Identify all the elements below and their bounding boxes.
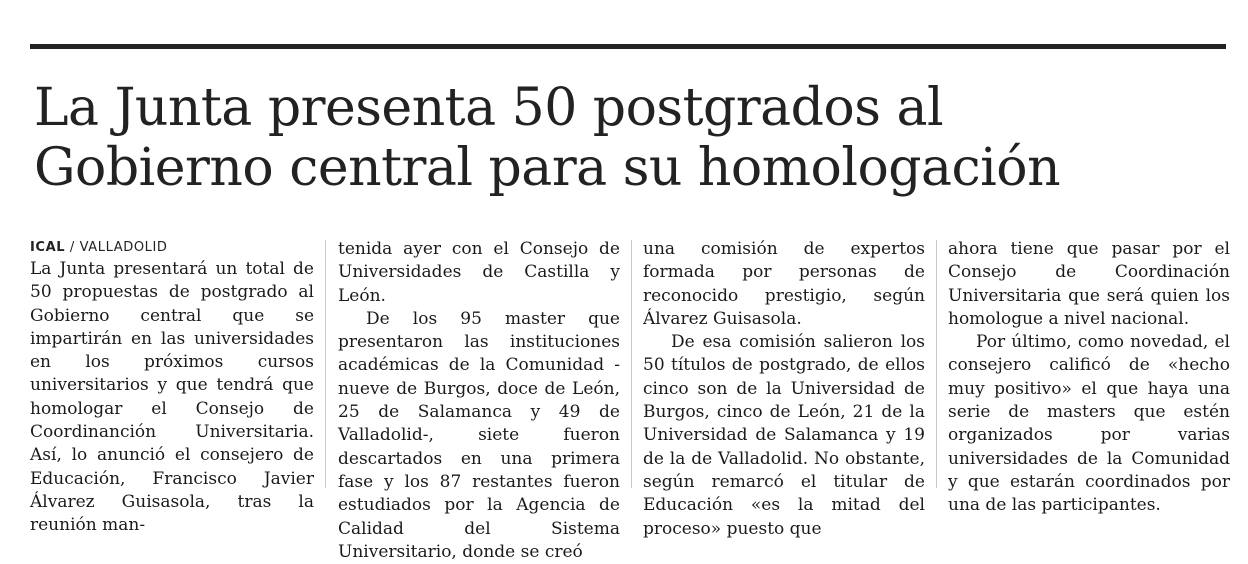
column-divider (325, 240, 326, 488)
byline-agency: ICAL (30, 240, 66, 255)
column-4-paragraph-2: Por último, como novedad, el consejero calificó de «hecho muy positivo» el que haya una serie de masters que estén organizados por varias universidades de la Comunidad y que estarán coordinados por una de las participantes. (948, 332, 1230, 516)
byline (30, 238, 314, 258)
column-4-paragraph-1: ahora tiene que pasar por el Consejo de Coordinación Universitaria que será quien los homologue a nivel nacional. (948, 239, 1230, 329)
headline-line-1: La Junta presenta 50 postgrados al (34, 78, 944, 138)
column-3-paragraph-1: una comisión de expertos formada por personas de reconocido prestigio, según Álvarez Guisasola. (643, 239, 925, 329)
top-rule (30, 44, 1226, 49)
column-1-paragraph-1: La Junta presentará un total de 50 propuestas de postgrado al Gobierno central que se impartirán en las universidades en los próximos cursos universitarios y que tendrá que homologar el Consejo de Coordinanción Universitaria. Así, lo anunció el consejero de Educación, Francisco Javier Álvarez Guisasola, tras la reunión man- (30, 259, 314, 536)
column-divider (631, 240, 632, 488)
article-column-3 (643, 238, 925, 541)
article-column-4 (948, 238, 1230, 518)
byline-separator: / (65, 240, 80, 255)
column-divider (936, 240, 937, 488)
headline-line-2: Gobierno central para su homologación (34, 138, 1061, 198)
byline-location: VALLADOLID (79, 240, 168, 255)
article-headline (34, 78, 1224, 198)
article-column-1 (30, 238, 314, 538)
column-2-paragraph-1: tenida ayer con el Consejo de Universidades de Castilla y León. (338, 239, 620, 306)
column-2-paragraph-2: De los 95 master que presentaron las instituciones académicas de la Comunidad -nueve de Burgos, doce de León, 25 de Salamanca y 49 de Valladolid-, siete fueron descartados en una primera fase y los 87 restantes fueron estudiados por la Agencia de Calidad del Sistema Universitario, donde se creó (338, 308, 620, 562)
column-3-paragraph-2: De esa comisión salieron los 50 títulos de postgrado, de ellos cinco son de la Universidad de Burgos, cinco de León, 21 de la Universidad de Salamanca y 19 de la de Valladolid. No obstante, según remarcó el titular de Educación «es la mitad del proceso» puesto que (643, 332, 925, 539)
article-column-2 (338, 238, 620, 564)
